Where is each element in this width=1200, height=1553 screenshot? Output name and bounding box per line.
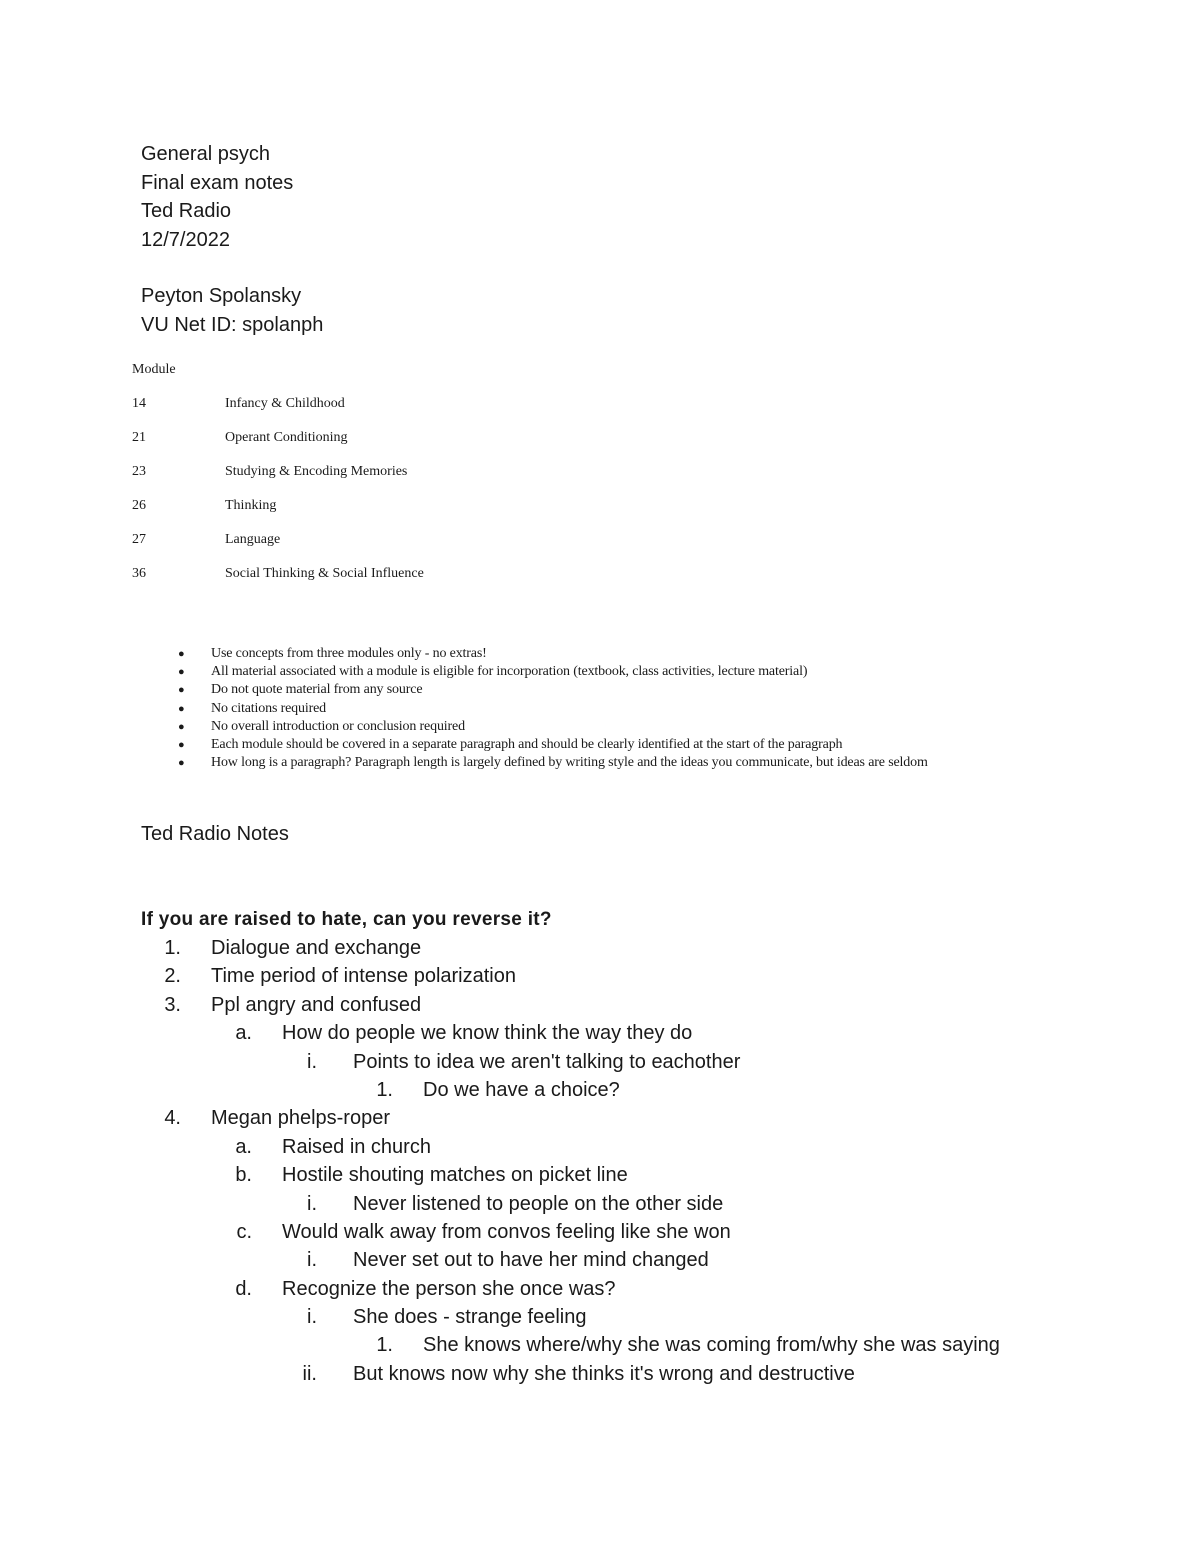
outline-marker: ii. xyxy=(302,1362,317,1385)
outline-text: How do people we know think the way they do xyxy=(282,1022,693,1045)
outline-text: Megan phelps-roper xyxy=(211,1107,390,1130)
outline-marker: 1. xyxy=(164,937,181,959)
bullet-icon: ● xyxy=(178,739,185,752)
module-name: Studying & Encoding Memories xyxy=(225,464,408,479)
bullet-icon: ● xyxy=(178,648,185,660)
outline-text: She knows where/why she was coming from/why she was saying xyxy=(423,1334,1000,1357)
outline-marker: 4. xyxy=(164,1107,181,1130)
author-name: Peyton Spolansky xyxy=(141,285,302,307)
module-table xyxy=(132,360,424,598)
module-table-heading: Module xyxy=(132,362,176,377)
bullet-icon: ● xyxy=(178,757,185,770)
outline-text: Dialogue and exchange xyxy=(211,937,422,959)
net-id: VU Net ID: spolanph xyxy=(141,313,324,336)
outline-marker: i. xyxy=(307,1249,317,1272)
rule-item xyxy=(178,645,928,663)
module-name: Operant Conditioning xyxy=(225,430,348,445)
rule-text: No citations required xyxy=(211,700,327,716)
outline-marker: d. xyxy=(235,1277,252,1300)
module-number: 23 xyxy=(132,464,146,479)
bullet-icon: ● xyxy=(178,666,185,679)
module-name: Thinking xyxy=(225,498,277,513)
outline-marker: 1. xyxy=(376,1334,393,1357)
module-number: 36 xyxy=(132,566,146,581)
module-row xyxy=(132,564,424,598)
module-name: Infancy & Childhood xyxy=(225,396,345,411)
outline-text: Time period of intense polarization xyxy=(211,965,516,988)
bullet-icon: ● xyxy=(178,720,185,733)
outline-text: Ppl angry and confused xyxy=(211,993,422,1016)
document-header xyxy=(141,140,323,339)
outline-text: Do we have a choice? xyxy=(423,1078,620,1101)
module-name: Language xyxy=(225,532,281,547)
topic-line: Ted Radio xyxy=(141,200,232,222)
rule-text: Do not quote material from any source xyxy=(211,682,423,698)
rule-text: How long is a paragraph? Paragraph length is largely defined by writing style and the ideas you communicate, but ideas are seldom xyxy=(211,755,928,771)
module-row xyxy=(132,428,424,462)
outline-marker: i. xyxy=(307,1050,317,1073)
outline-marker: 1. xyxy=(376,1078,393,1101)
module-row xyxy=(132,530,424,564)
bullet-icon: ● xyxy=(178,702,185,715)
rule-text: No overall introduction or conclusion required xyxy=(211,718,465,734)
module-number: 14 xyxy=(132,396,146,411)
module-number: 26 xyxy=(132,498,146,513)
rule-item xyxy=(178,663,928,681)
outline-marker: 3. xyxy=(164,993,181,1016)
outline-text: Never listened to people on the other side xyxy=(353,1192,724,1215)
spacer xyxy=(141,254,323,282)
rule-item xyxy=(178,718,928,736)
outline-text: Would walk away from convos feeling like she won xyxy=(282,1220,731,1243)
rule-text: Use concepts from three modules only - no extras! xyxy=(211,646,487,661)
outline-marker: c. xyxy=(236,1220,252,1243)
outline-text: But knows now why she thinks it's wrong and destructive xyxy=(353,1362,855,1385)
rule-item xyxy=(178,754,928,772)
bullet-icon: ● xyxy=(178,684,185,697)
outline-marker: a. xyxy=(235,1135,252,1158)
course-name: General psych xyxy=(141,143,270,165)
assignment-rules-list xyxy=(178,645,928,772)
date-line: 12/7/2022 xyxy=(141,228,230,251)
rule-item xyxy=(178,700,928,718)
module-row xyxy=(132,462,424,496)
outline-marker: 2. xyxy=(164,965,181,988)
outline-text: Never set out to have her mind changed xyxy=(353,1249,709,1272)
section-title: Ted Radio Notes xyxy=(141,823,289,845)
rule-text: Each module should be covered in a separate paragraph and should be clearly identified at the start of the paragraph xyxy=(211,737,843,753)
document-title: Final exam notes xyxy=(141,171,294,194)
outline-marker: a. xyxy=(235,1022,252,1045)
outline-text: Hostile shouting matches on picket line xyxy=(282,1164,628,1187)
rule-item xyxy=(178,736,928,754)
module-row xyxy=(132,496,424,530)
rule-text: All material associated with a module is eligible for incorporation (textbook, class activities, lecture material) xyxy=(211,664,808,680)
outline-marker: i. xyxy=(307,1192,317,1215)
module-number: 27 xyxy=(132,532,146,547)
outline-text: Points to idea we aren't talking to eachother xyxy=(353,1050,741,1073)
outline-text: Raised in church xyxy=(282,1135,431,1158)
module-row xyxy=(132,394,424,428)
outline-marker: i. xyxy=(307,1306,317,1329)
outline-marker: b. xyxy=(235,1164,252,1187)
module-name: Social Thinking & Social Influence xyxy=(225,566,424,581)
rule-item xyxy=(178,681,928,699)
outline-text: She does - strange feeling xyxy=(353,1306,587,1329)
question-heading: If you are raised to hate, can you reverse it? xyxy=(141,909,552,930)
outline-text: Recognize the person she once was? xyxy=(282,1277,616,1300)
module-number: 21 xyxy=(132,430,146,445)
